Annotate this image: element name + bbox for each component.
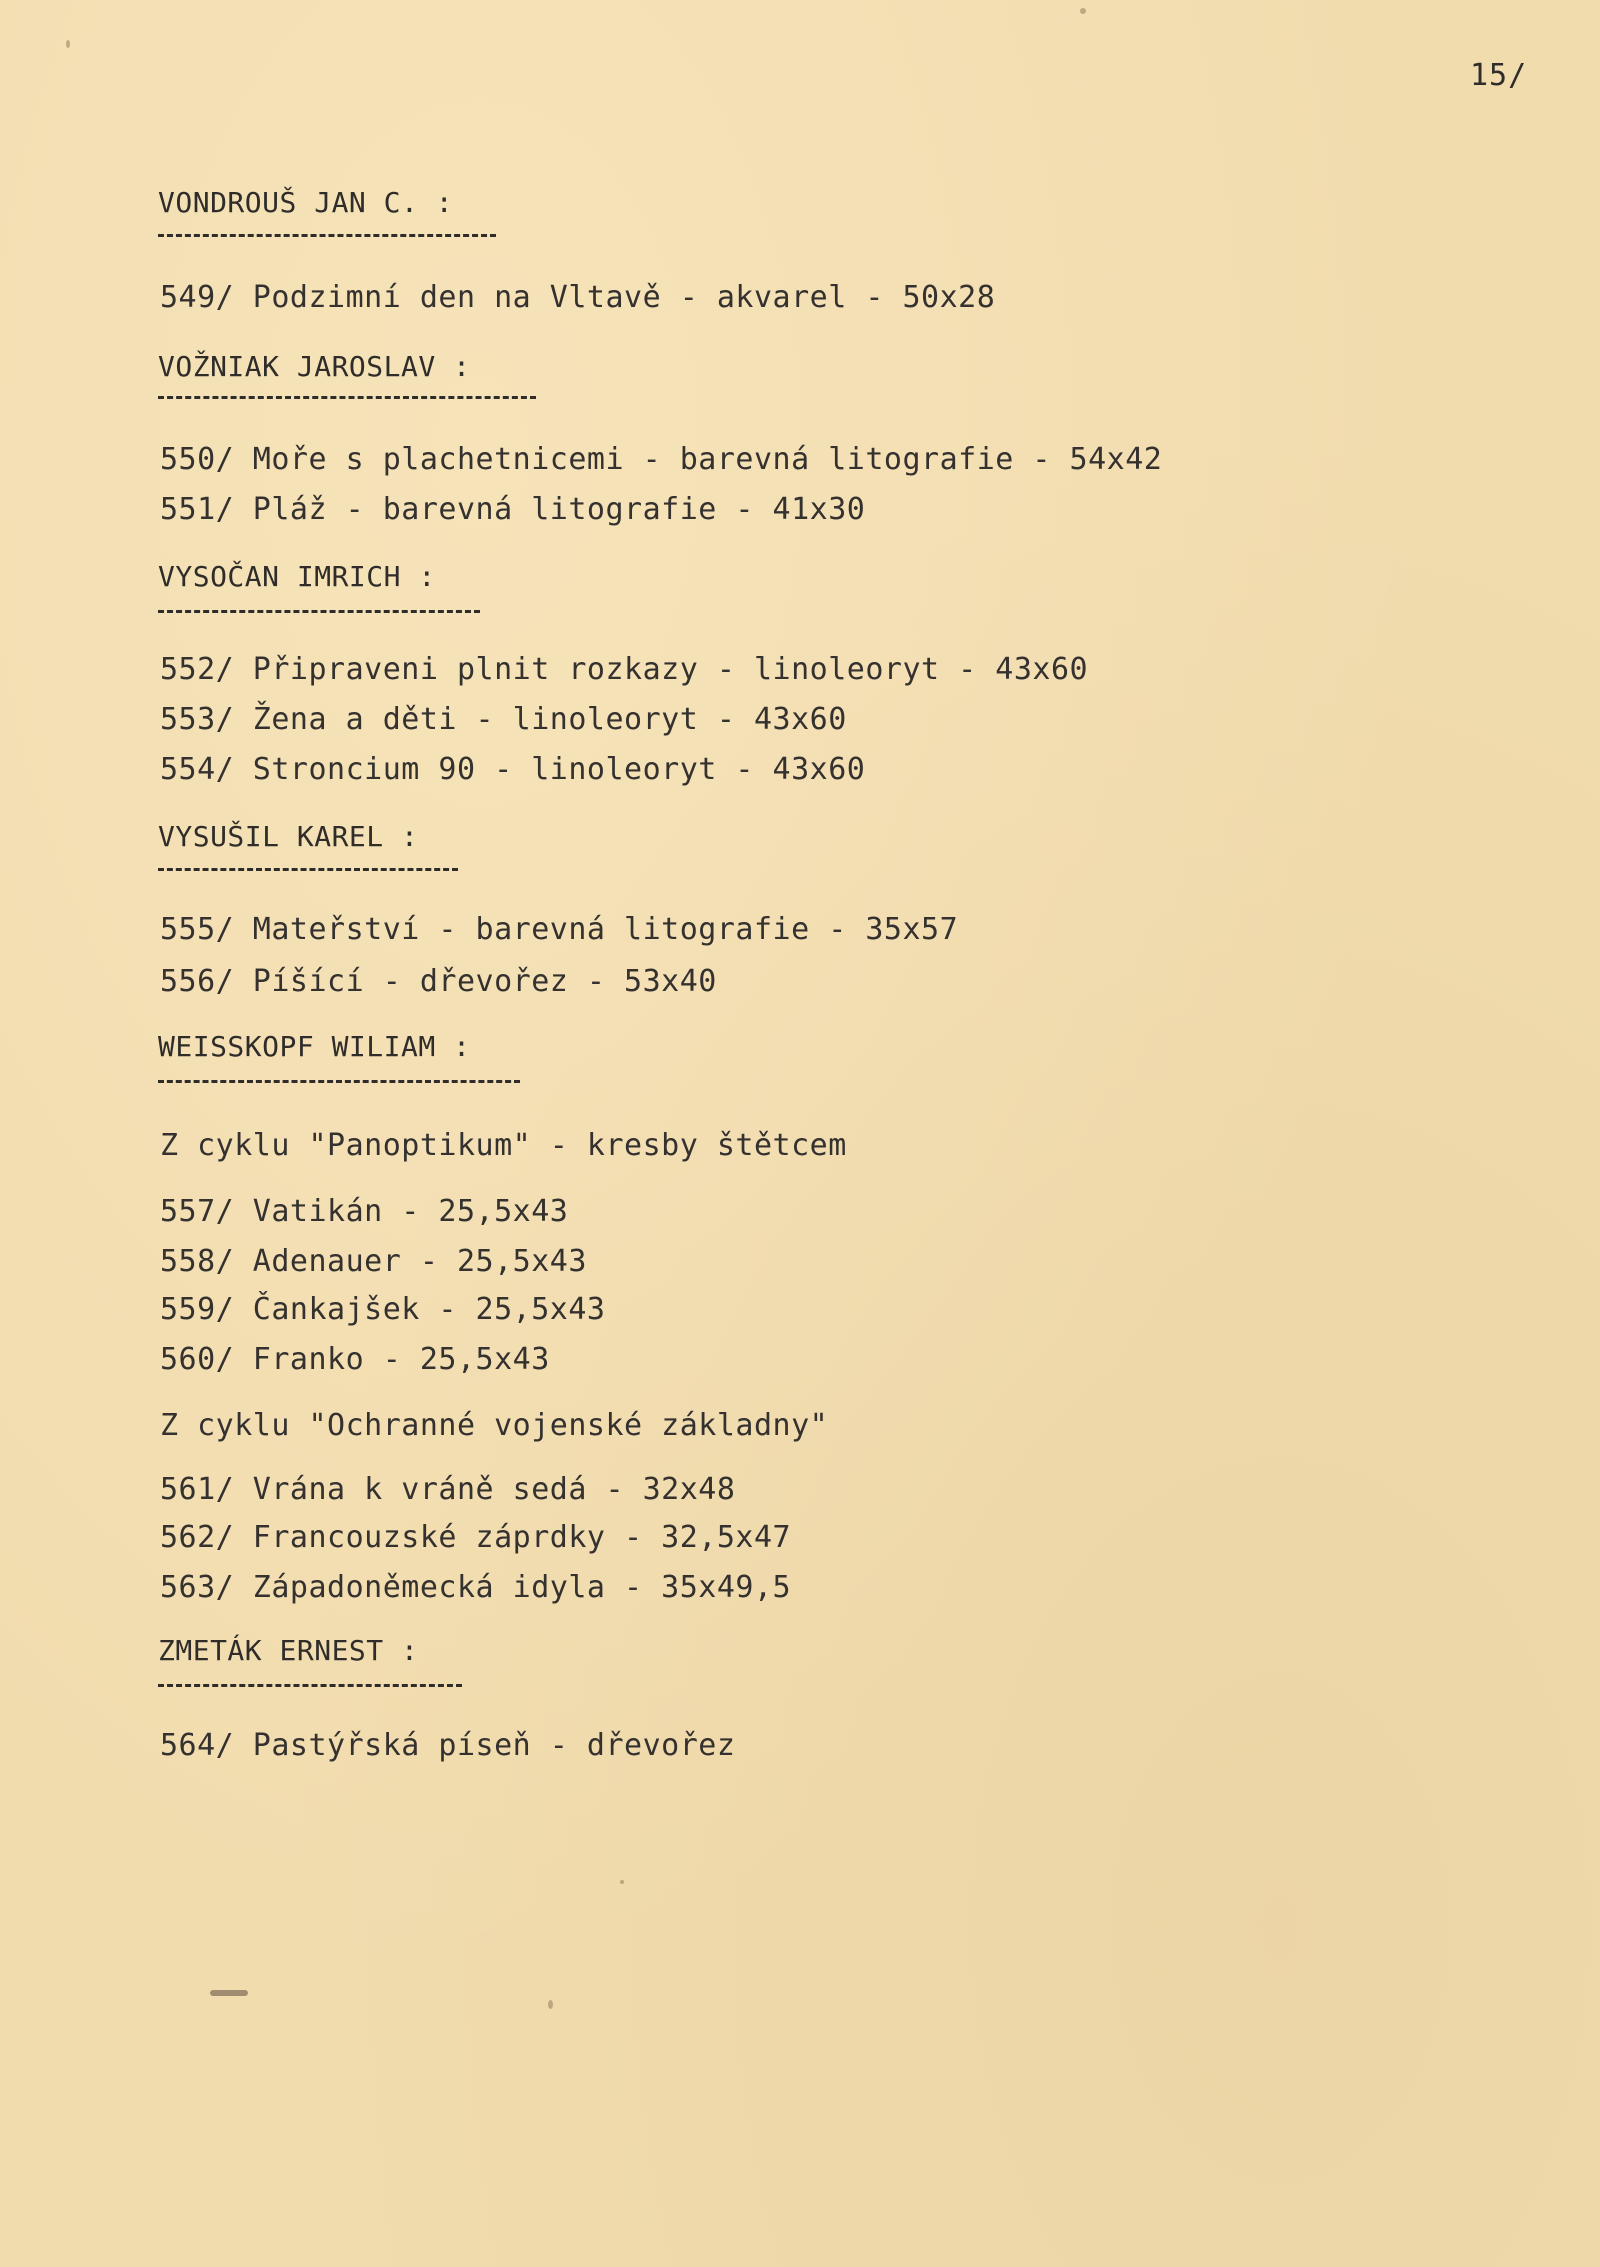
catalog-entry: 549/ Podzimní den na Vltavě - akvarel - 50x28 — [160, 280, 996, 315]
catalog-entry: 559/ Čankajšek - 25,5x43 — [160, 1292, 606, 1327]
paper-smudge — [210, 1990, 248, 1996]
artist-heading: VONDROUŠ JAN C. : — [158, 186, 454, 219]
catalog-entry: 564/ Pastýřská píseň - dřevořez — [160, 1728, 736, 1763]
artist-heading: VOŽNIAK JAROSLAV : — [158, 350, 471, 383]
artist-heading: VYSOČAN IMRICH : — [158, 560, 436, 593]
cycle-title: Z cyklu "Ochranné vojenské základny" — [160, 1408, 829, 1443]
catalog-entry: 556/ Píšící - dřevořez - 53x40 — [160, 964, 717, 999]
catalog-entry: 563/ Západoněmecká idyla - 35x49,5 — [160, 1570, 792, 1605]
catalog-entry: 554/ Stroncium 90 - linoleoryt - 43x60 — [160, 752, 866, 787]
paper-speck — [548, 2000, 553, 2009]
page-number: 15/ — [1470, 58, 1528, 93]
catalog-entry: 552/ Připraveni plnit rozkazy - linoleoryt - 43x60 — [160, 652, 1089, 687]
heading-underline — [158, 868, 458, 871]
paper-speck — [1080, 8, 1086, 14]
catalog-entry: 551/ Pláž - barevná litografie - 41x30 — [160, 492, 866, 527]
catalog-entry: 561/ Vrána k vráně sedá - 32x48 — [160, 1472, 736, 1507]
heading-underline — [158, 396, 536, 399]
artist-heading: VYSUŠIL KAREL : — [158, 820, 419, 853]
heading-underline — [158, 234, 496, 237]
catalog-entry: 560/ Franko - 25,5x43 — [160, 1342, 550, 1377]
catalog-entry: 553/ Žena a děti - linoleoryt - 43x60 — [160, 702, 847, 737]
catalog-entry: 562/ Francouzské záprdky - 32,5x47 — [160, 1520, 792, 1555]
cycle-title: Z cyklu "Panoptikum" - kresby štětcem — [160, 1128, 847, 1163]
catalog-entry: 557/ Vatikán - 25,5x43 — [160, 1194, 569, 1229]
heading-underline — [158, 1080, 520, 1083]
artist-heading: ZMETÁK ERNEST : — [158, 1634, 419, 1667]
catalog-entry: 558/ Adenauer - 25,5x43 — [160, 1244, 587, 1279]
heading-underline — [158, 1684, 462, 1687]
heading-underline — [158, 610, 480, 613]
paper-speck — [66, 40, 70, 48]
paper-speck — [620, 1880, 624, 1884]
artist-heading: WEISSKOPF WILIAM : — [158, 1030, 471, 1063]
catalog-entry: 555/ Mateřství - barevná litografie - 35x57 — [160, 912, 959, 947]
catalog-entry: 550/ Moře s plachetnicemi - barevná litografie - 54x42 — [160, 442, 1163, 477]
